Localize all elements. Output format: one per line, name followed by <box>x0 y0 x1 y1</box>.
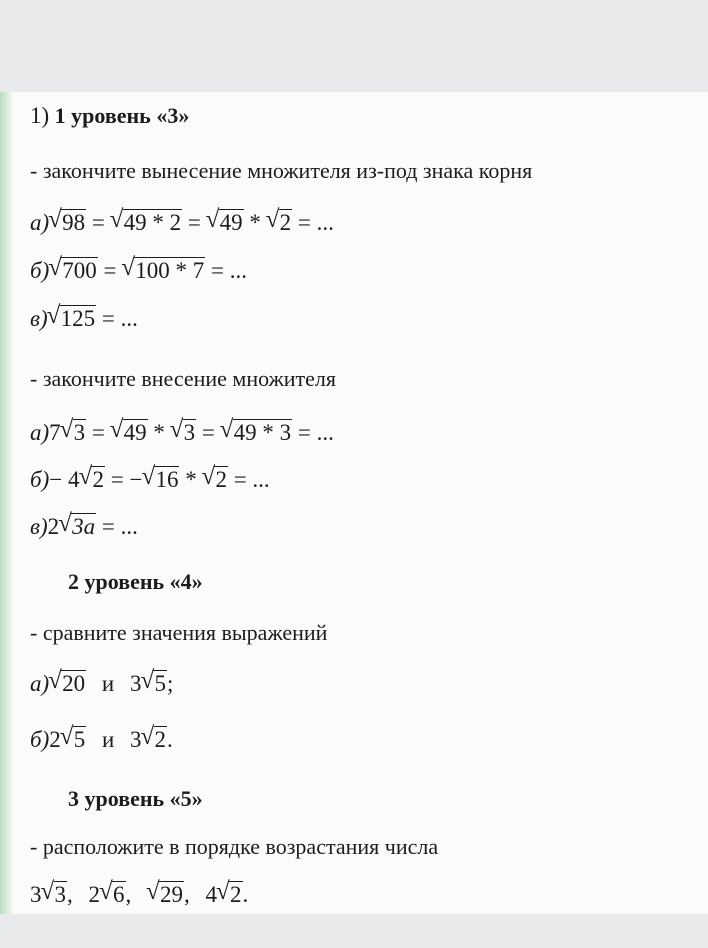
math-line: 3√ 3, 2√ 6, √ 29, 4√ 2. <box>30 882 248 908</box>
radical: √ 5 <box>142 671 167 697</box>
section-number: 1) <box>30 103 50 128</box>
item-label: б) <box>30 727 50 752</box>
math-line: б)2√ 5 и 3√ 2. <box>30 727 173 753</box>
math-line: б)√ 700 = √ 100 * 7 = ... <box>30 258 247 284</box>
radical: √ 16 <box>143 467 179 493</box>
math-line: б)− 4√ 2 = −√ 16 * √ 2 = ... <box>30 467 270 493</box>
radical: √ 125 <box>49 306 97 332</box>
task-text: - сравните значения выражений <box>30 620 328 645</box>
math-line: а)7√ 3 = √ 49 * √ 3 = √ 49 * 3 = ... <box>30 420 334 446</box>
radical: √ 700 <box>50 258 98 284</box>
item-label: в) <box>30 306 48 331</box>
item-label: б) <box>30 258 50 283</box>
radical: √ 20 <box>50 671 86 697</box>
radical: √ 2 <box>218 882 243 908</box>
radical: √ 5 <box>62 727 87 753</box>
math-line: а)√ 20 и 3√ 5; <box>30 671 173 697</box>
radical: √ 49 * 2 <box>112 210 183 236</box>
radical: √ 49 * 3 <box>222 420 293 446</box>
page-edge-shadow <box>0 92 14 914</box>
item-label: б) <box>30 467 50 492</box>
radical: √ 3a <box>60 514 96 540</box>
math-line: а)√ 98 = √ 49 * 2 = √ 49 * √ 2 = ... <box>30 210 334 236</box>
radical: √ 49 <box>112 420 148 446</box>
section1-heading <box>30 103 189 129</box>
radical: √ 2 <box>143 727 168 753</box>
item-label: в) <box>30 514 48 539</box>
task-text: - закончите внесение множителя <box>30 366 337 391</box>
radical: √ 49 <box>208 210 244 236</box>
radical: √ 2 <box>80 467 105 493</box>
math-line: в)2√ 3a = ... <box>30 514 138 540</box>
level-heading: 3 уровень «5» <box>68 786 203 811</box>
radical: √ 6 <box>101 882 126 908</box>
radical: √ 2 <box>268 210 293 236</box>
item-label: а) <box>30 420 50 445</box>
radical: √ 29 <box>148 882 184 908</box>
item-label: а) <box>30 210 50 235</box>
math-line: в)√ 125 = ... <box>30 306 138 332</box>
radical: √ 100 * 7 <box>123 258 205 284</box>
radical: √ 3 <box>62 420 87 446</box>
level-heading: 2 уровень «4» <box>68 569 203 594</box>
radical: √ 98 <box>50 210 86 236</box>
radical: √ 3 <box>43 882 68 908</box>
item-label: а) <box>30 671 50 696</box>
radical: √ 2 <box>203 467 228 493</box>
task-text: - расположите в порядке возрастания числа <box>30 834 439 859</box>
radical: √ 3 <box>172 420 197 446</box>
task-text: - закончите вынесение множителя из-под знака корня <box>30 158 533 183</box>
level-heading: 1 уровень «3» <box>54 103 190 128</box>
